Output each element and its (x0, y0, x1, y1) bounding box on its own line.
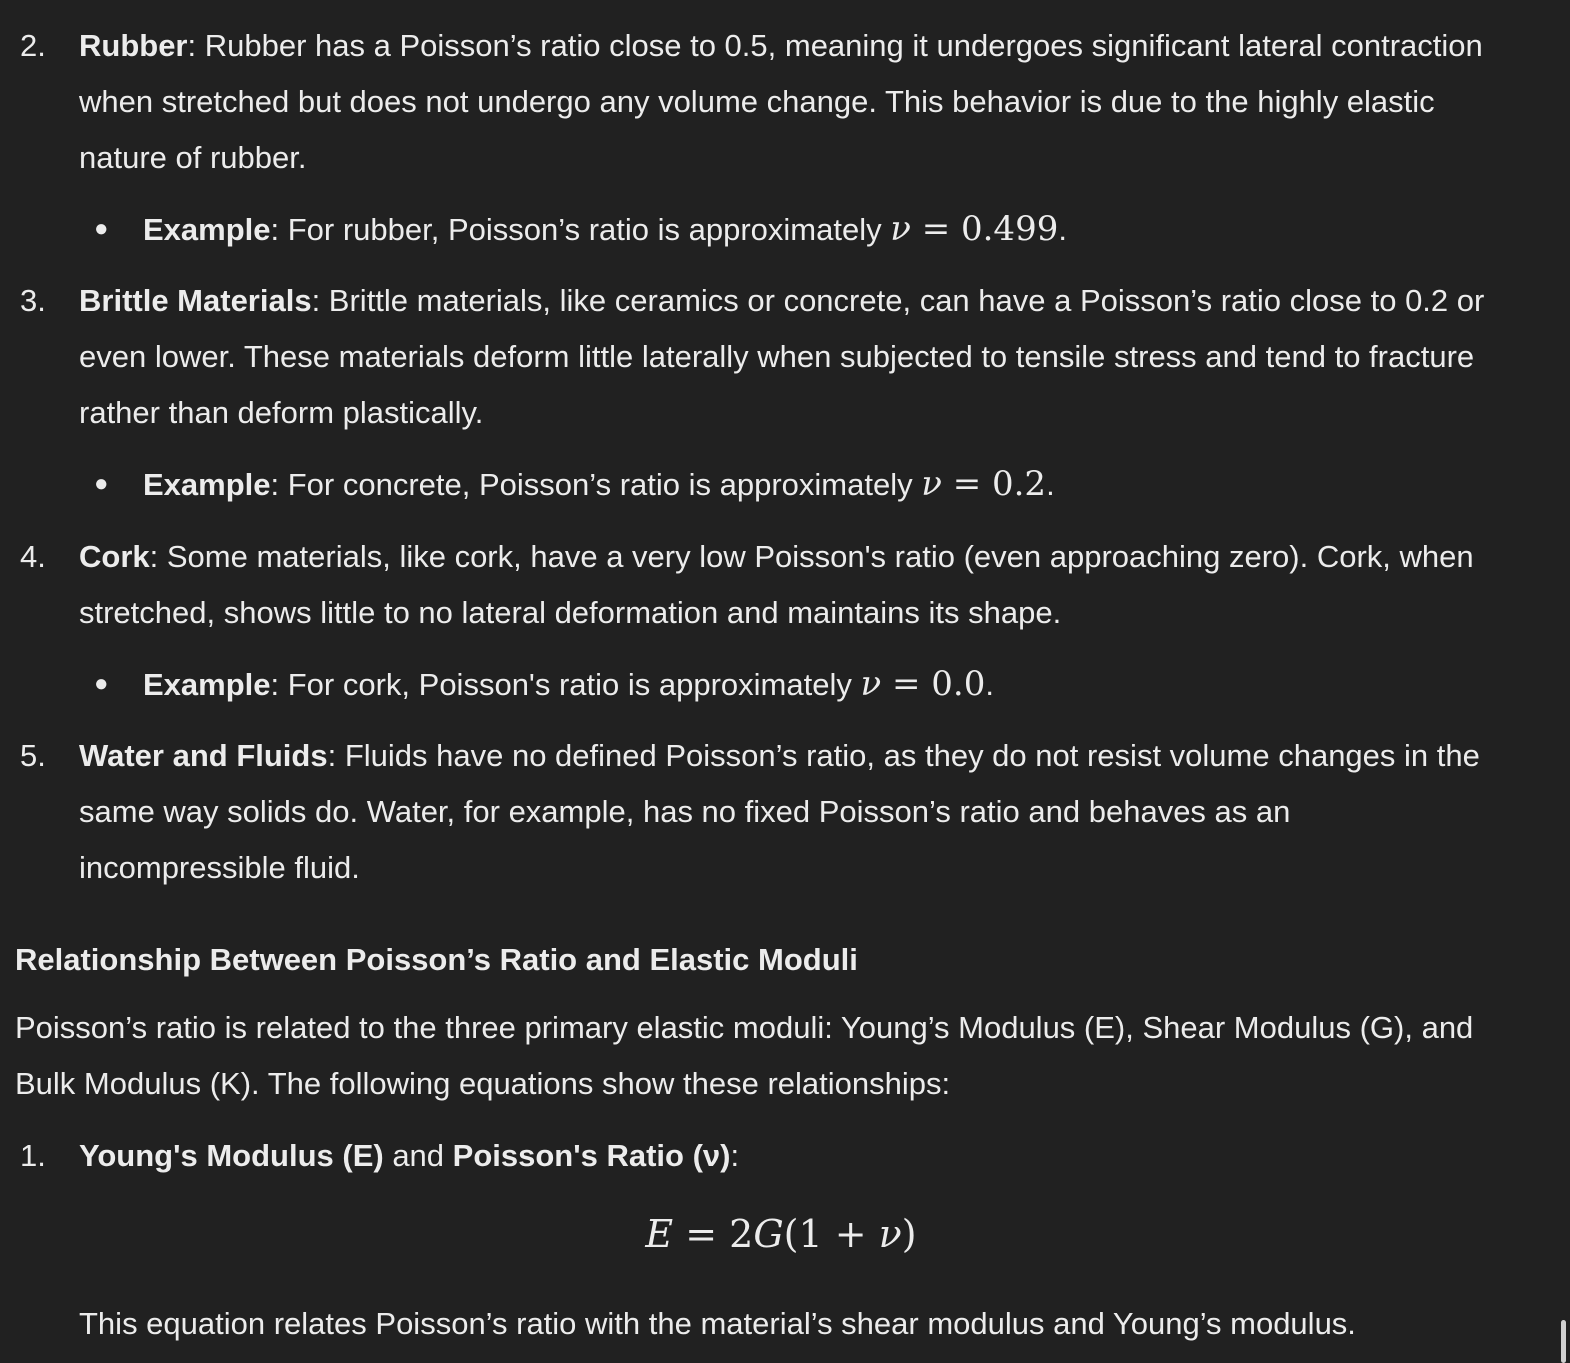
list-item-text (79, 273, 1499, 441)
list-item-text (79, 728, 1499, 896)
item-body: : Fluids have no defined Poisson’s ratio, as they do not resist volume changes in the same way solids do. Water, for example, has no fixed Poisson’s ratio and behaves as an incompressible fluid. (79, 738, 1480, 885)
item-body: : Brittle materials, like ceramics or concrete, can have a Poisson’s ratio close to 0.2 or even lower. These materials deform little laterally when subjected to tensile stress and tend to fracture rather than deform plastically. (79, 283, 1485, 430)
list-number: 4. (20, 539, 46, 574)
item-title: Rubber (79, 28, 188, 63)
example-cork: ● Example: For cork, Poisson's ratio is approximately ν = 0.0. (0, 656, 1443, 713)
example-text: : For rubber, Poisson’s ratio is approximately (270, 212, 891, 247)
list-item-rubber (0, 18, 1499, 186)
list-number: 1. (20, 1138, 46, 1173)
example-brittle: ● Example: For concrete, Poisson’s ratio is approximately ν = 0.2. (0, 456, 1443, 513)
equation-explanation: This equation relates Poisson’s ratio with the material’s shear modulus and Young’s modulus. (79, 1306, 1356, 1341)
bullet-icon: ● (94, 670, 109, 697)
item-body: : Some materials, like cork, have a very low Poisson's ratio (even approaching zero). Cork, when stretched, shows little to no lateral deformation and maintains its shape. (79, 539, 1474, 630)
item-title: Cork (79, 539, 150, 574)
list-item-text: Young's Modulus (E) and Poisson's Ratio (ν): (79, 1138, 740, 1173)
example-math: ν = 0.499 (890, 209, 1059, 249)
item-title: Young's Modulus (E) (79, 1138, 384, 1173)
item-title: Water and Fluids (79, 738, 328, 773)
equation: E = 2G(1 + ν) (645, 1212, 917, 1256)
list-number: 5. (20, 738, 46, 773)
list-number: 2. (20, 28, 46, 63)
list-item-text (79, 529, 1499, 641)
example-text: : For concrete, Poisson’s ratio is approximately (270, 467, 922, 502)
example-math: ν = 0.0 (860, 664, 986, 704)
example-label: Example (143, 467, 271, 502)
list-item-cork (0, 529, 1499, 641)
bullet-icon: ● (94, 470, 109, 497)
example-label: Example (143, 212, 271, 247)
example-label: Example (143, 667, 271, 702)
list-item-brittle (0, 273, 1499, 441)
example-rubber: ● Example: For rubber, Poisson’s ratio is approximately ν = 0.499. (0, 201, 1443, 258)
item-title-2: Poisson's Ratio (ν) (452, 1138, 731, 1173)
item-body: : Rubber has a Poisson’s ratio close to 0.5, meaning it undergoes significant lateral contraction when stretched but does not undergo any volume change. This behavior is due to the highly elastic nature of rubber. (79, 28, 1483, 175)
list-item-youngs-modulus (0, 1128, 1499, 1184)
example-math: ν = 0.2 (921, 464, 1047, 504)
bullet-icon: ● (94, 215, 109, 242)
intro-paragraph: Poisson’s ratio is related to the three primary elastic moduli: Young’s Modulus (E), Shear Modulus (G), and Bulk Modulus (K). The following equations show these relationships: (15, 1010, 1474, 1101)
list-item-text (79, 18, 1499, 186)
item-title: Brittle Materials (79, 283, 312, 318)
section-heading: Relationship Between Poisson’s Ratio and Elastic Moduli (15, 942, 858, 977)
list-item-fluids (0, 728, 1499, 896)
example-text: : For cork, Poisson's ratio is approximately (270, 667, 861, 702)
scrollbar-thumb[interactable] (1561, 1320, 1566, 1363)
list-number: 3. (20, 283, 46, 318)
